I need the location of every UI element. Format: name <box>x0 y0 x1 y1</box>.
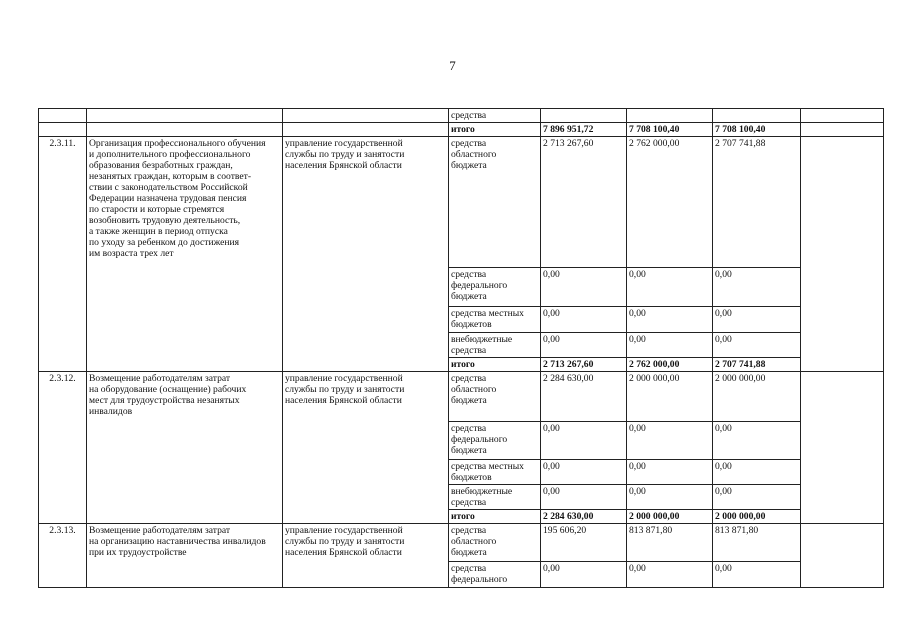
source-label: средства местных бюджетов <box>449 307 541 333</box>
value-cell: 0,00 <box>713 485 801 510</box>
value-cell: 2 284 630,00 <box>541 510 627 524</box>
item-executor: управление государственной службы по труду и занятости населения Брянской области <box>283 372 449 524</box>
value-cell: 0,00 <box>541 307 627 333</box>
total-label: итого <box>449 123 541 137</box>
value-cell: 0,00 <box>713 422 801 460</box>
value-cell: 2 284 630,00 <box>541 372 627 422</box>
value-cell: 0,00 <box>627 562 713 588</box>
source-label: средства местных бюджетов <box>449 460 541 485</box>
value-cell: 7 708 100,40 <box>627 123 713 137</box>
source-label: средства областного бюджета <box>449 372 541 422</box>
source-label: средства федерального <box>449 562 541 588</box>
value-cell: 0,00 <box>541 422 627 460</box>
value-cell: 0,00 <box>541 485 627 510</box>
value-cell: 0,00 <box>713 333 801 358</box>
value-cell: 0,00 <box>541 562 627 588</box>
source-label: средства областного бюджета <box>449 137 541 268</box>
total-label: итого <box>449 510 541 524</box>
item-title: Организация профессионального обучения и дополнительного профессионального образования безработных граждан, незанятых граждан, которым в соответ- ствии с законодательством Российской Федерации назначена трудовая пенсия по старости и которые стремятся возобновить трудовую деятельность, а также женщин в период отпуска по уходу за ребенком до достижения им возраста трех лет <box>87 137 283 372</box>
value-cell: 0,00 <box>627 333 713 358</box>
value-cell: 0,00 <box>541 333 627 358</box>
item-title: Возмещение работодателям затрат на организацию наставничества инвалидов при их трудоустройстве <box>87 524 283 588</box>
value-cell: 2 713 267,60 <box>541 358 627 372</box>
table-row <box>39 372 884 422</box>
table-row <box>39 137 884 268</box>
value-cell: 2 707 741,88 <box>713 137 801 268</box>
budget-table <box>38 108 884 588</box>
item-executor: управление государственной службы по труду и занятости населения Брянской области <box>283 137 449 372</box>
value-cell: 195 606,20 <box>541 524 627 562</box>
source-label: средства федерального бюджета <box>449 422 541 460</box>
value-cell: 2 762 000,00 <box>627 137 713 268</box>
value-cell: 2 762 000,00 <box>627 358 713 372</box>
value-cell: 0,00 <box>713 268 801 307</box>
page-number: 7 <box>449 58 456 73</box>
value-cell: 0,00 <box>627 485 713 510</box>
source-label: внебюджетные средства <box>449 333 541 358</box>
source-label: средства областного бюджета <box>449 524 541 562</box>
value-cell: 2 000 000,00 <box>713 372 801 422</box>
item-number: 2.3.12. <box>39 372 87 524</box>
source-label: внебюджетные средства <box>449 485 541 510</box>
value-cell: 2 000 000,00 <box>713 510 801 524</box>
source-label: средства федерального бюджета <box>449 268 541 307</box>
table-row <box>39 524 884 562</box>
total-label: итого <box>449 358 541 372</box>
item-number: 2.3.13. <box>39 524 87 588</box>
value-cell: 813 871,80 <box>713 524 801 562</box>
value-cell: 813 871,80 <box>627 524 713 562</box>
value-cell: 2 713 267,60 <box>541 137 627 268</box>
value-cell: 0,00 <box>541 460 627 485</box>
table-row <box>39 123 884 137</box>
value-cell: 0,00 <box>627 422 713 460</box>
value-cell: 0,00 <box>627 460 713 485</box>
item-number: 2.3.11. <box>39 137 87 372</box>
value-cell: 0,00 <box>627 307 713 333</box>
value-cell: 0,00 <box>541 268 627 307</box>
source-label: средства <box>449 109 541 123</box>
value-cell: 0,00 <box>713 562 801 588</box>
value-cell: 7 708 100,40 <box>713 123 801 137</box>
table-row <box>39 109 884 123</box>
value-cell: 0,00 <box>627 268 713 307</box>
item-executor: управление государственной службы по труду и занятости населения Брянской области <box>283 524 449 588</box>
item-title: Возмещение работодателям затрат на оборудование (оснащение) рабочих мест для трудоустройства незанятых инвалидов <box>87 372 283 524</box>
value-cell: 2 707 741,88 <box>713 358 801 372</box>
value-cell: 0,00 <box>713 307 801 333</box>
value-cell: 2 000 000,00 <box>627 510 713 524</box>
value-cell: 7 896 951,72 <box>541 123 627 137</box>
value-cell: 2 000 000,00 <box>627 372 713 422</box>
value-cell: 0,00 <box>713 460 801 485</box>
